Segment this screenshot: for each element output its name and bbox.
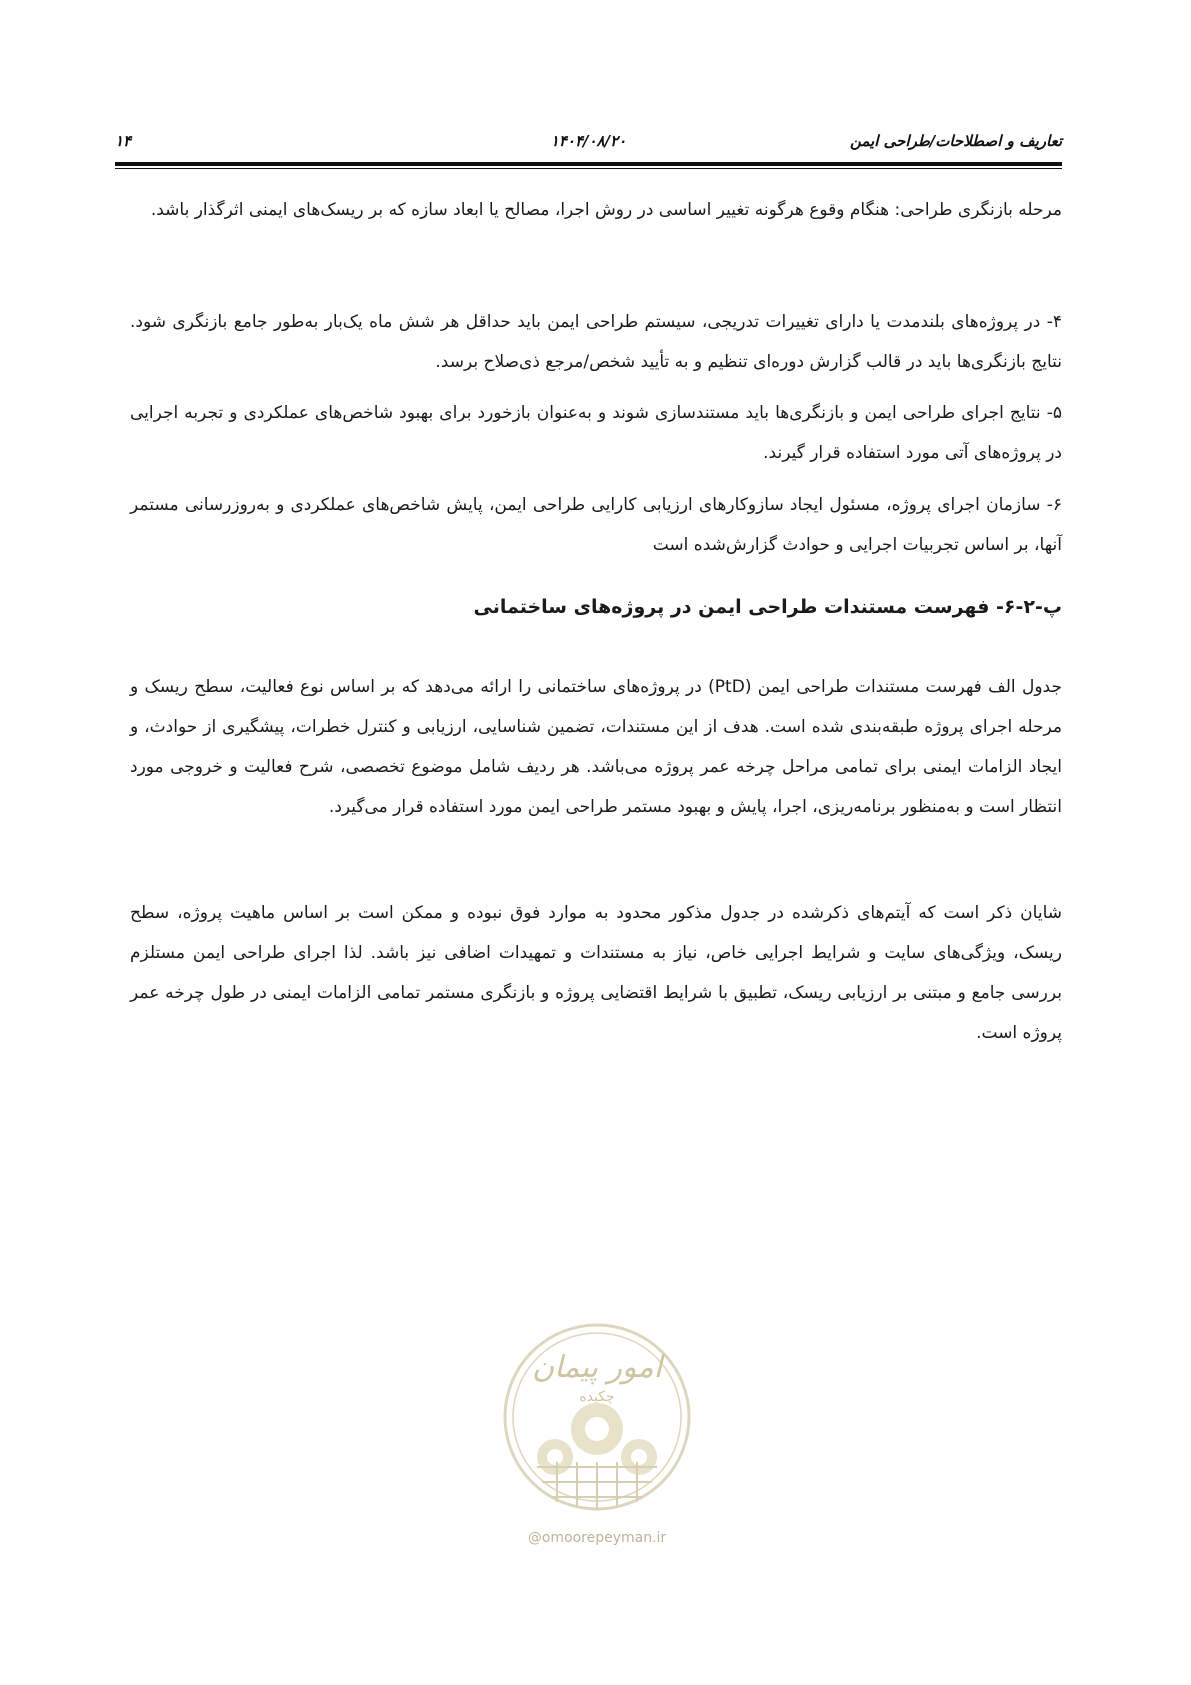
paragraph-item-6: ۶- سازمان اجرای پروژه، مسئول ایجاد سازوکارهای ارزیابی کارایی طراحی ایمن، پایش شاخص‌های عملکردی و به‌روزرسانی مستمر آنها، بر اساس تجربیات اجرایی و حوادث گزارش‌شده است xyxy=(130,495,1062,555)
section-heading: پ-۲-۶- فهرست مستندات طراحی ایمن در پروژه‌های ساختمانی xyxy=(473,596,1062,618)
header-rule-thin xyxy=(115,168,1062,169)
header-date: ۱۴۰۴/۰۸/۲۰ xyxy=(550,132,627,150)
page-number: ۱۴ xyxy=(115,132,132,150)
watermark-logo xyxy=(497,1317,697,1517)
paragraph-item-5: ۵- نتایج اجرای طراحی ایمن و بازنگری‌ها باید مستندسازی شوند و به‌عنوان بازخورد برای بهبود شاخص‌های عملکردی و تجربه اجرایی در پروژه‌های آتی مورد استفاده قرار گیرند. xyxy=(130,403,1062,463)
header-rule-thick xyxy=(115,162,1062,166)
paragraph-item-4: ۴- در پروژه‌های بلندمدت یا دارای تغییرات تدریجی، سیستم طراحی ایمن باید حداقل هر شش ماه یک‌بار به‌طور جامع بازنگری شود. نتایج بازنگری‌ها باید در قالب گزارش دوره‌ای تنظیم و به تأیید شخص/مرجع ذی‌صلاح برسد. xyxy=(130,312,1062,372)
watermark-emblem-icon xyxy=(497,1317,697,1517)
section-paragraph-2: شایان ذکر است که آیتم‌های ذکرشده در جدول مذکور محدود به موارد فوق نبوده و ممکن است بر اساس ماهیت پروژه، سطح ریسک، ویژگی‌های سایت و شرایط اجرایی خاص، نیاز به مستندات و تمهیدات اضافی نیز باشد. لذا اجرای طراحی ایمن مستلزم بررسی جامع و مبتنی بر ارزیابی ریسک، تطبیق با شرایط اقتضایی پروژه و بازنگری مستمر تمامی الزامات ایمنی در طول چرخه عمر پروژه است. xyxy=(130,903,1062,1043)
svg-text:امور پیمان: امور پیمان xyxy=(532,1350,662,1385)
paragraph-review-stage: مرحله بازنگری طراحی: هنگام وقوع هرگونه تغییر اساسی در روش اجرا، مصالح یا ابعاد سازه که بر ریسک‌های ایمنی اثرگذار باشد. xyxy=(150,200,1062,220)
page-header xyxy=(115,132,1062,158)
svg-text:چکیده: چکیده xyxy=(579,1389,615,1405)
header-title: تعاریف و اصطلاحات/طراحی ایمن xyxy=(849,132,1062,150)
watermark-caption: @omoorepeyman.ir xyxy=(527,1530,667,1546)
section-paragraph-1: جدول الف فهرست مستندات طراحی ایمن (PtD) در پروژه‌های ساختمانی را ارائه می‌دهد که بر اساس نوع فعالیت، سطح ریسک و مرحله اجرای پروژه طبقه‌بندی شده است. هدف از این مستندات، تضمین شناسایی، ارزیابی و کنترل خطرات، پیشگیری از حوادث، و ایجاد الزامات ایمنی برای تمامی مراحل چرخه عمر پروژه می‌باشد. هر ردیف شامل موضوع تخصصی، شرح فعالیت و خروجی مورد انتظار است و به‌منظور برنامه‌ریزی، اجرا، پایش و بهبود مستمر طراحی ایمن مورد استفاده قرار می‌گیرد. xyxy=(130,677,1062,817)
